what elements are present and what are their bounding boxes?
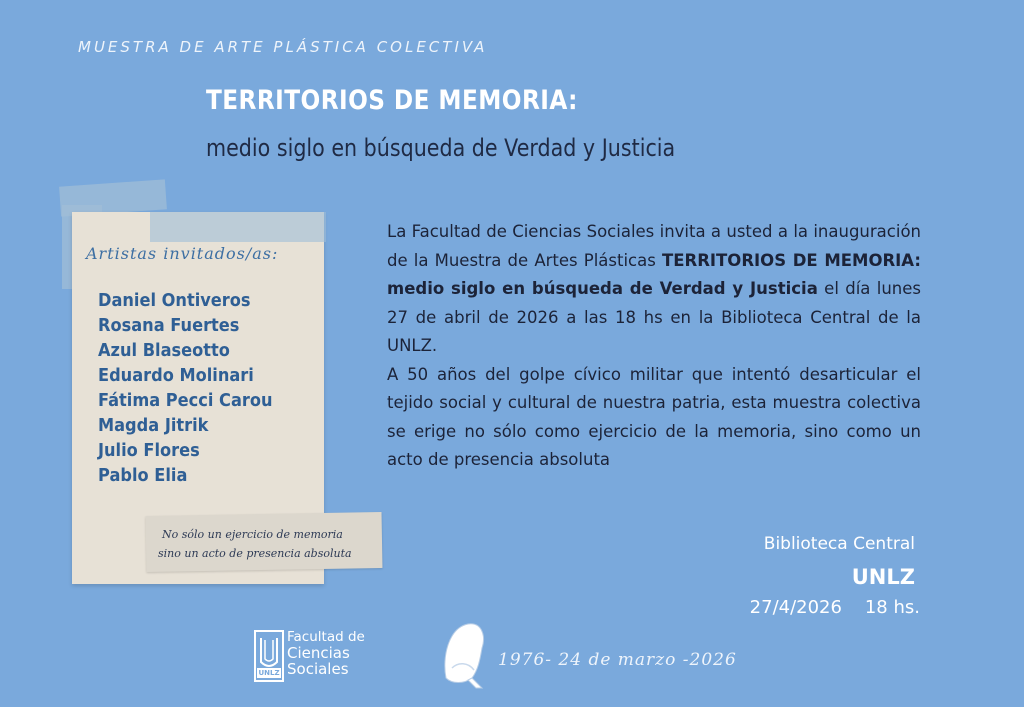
exhibition-kicker: MUESTRA DE ARTE PLÁSTICA COLECTIVA xyxy=(78,38,488,56)
list-item: Pablo Elia xyxy=(98,465,188,486)
list-item: Julio Flores xyxy=(98,440,200,461)
event-date: 27/4/2026 xyxy=(749,597,842,618)
torn-note-text xyxy=(158,525,352,563)
commemoration-years: 1976- 24 de marzo -2026 xyxy=(498,650,737,670)
logo-line: Sociales xyxy=(287,660,349,678)
logo-text xyxy=(287,629,365,677)
list-item: Rosana Fuertes xyxy=(98,315,240,336)
torn-note-line: sino un acto de presencia absoluta xyxy=(158,547,352,560)
artists-list xyxy=(98,288,292,488)
venue-institution: UNLZ xyxy=(851,565,915,589)
paragraph-text: el día lunes 27 de abril de 2026 a las 18 hs en la Biblioteca Central de la UNLZ. xyxy=(387,279,921,355)
artists-heading: Artistas invitados/as: xyxy=(86,244,279,263)
white-kerchief-icon xyxy=(438,618,494,694)
invitation-text xyxy=(387,218,921,475)
logo-line: Ciencias xyxy=(287,644,350,662)
list-item: Fátima Pecci Carou xyxy=(98,390,273,411)
logo-mark-text: UNLZ xyxy=(258,669,280,677)
venue-place: Biblioteca Central xyxy=(763,534,915,554)
torn-note-line: No sólo un ejercicio de memoria xyxy=(162,528,343,541)
event-date-time xyxy=(700,597,920,618)
paragraph-text: La Facultad de Ciencias Sociales invita a usted a la inauguración de la Muestra de Artes Plásticas xyxy=(387,222,921,270)
page-subtitle: medio siglo en búsqueda de Verdad y Justicia xyxy=(206,134,676,162)
page-title: TERRITORIOS DE MEMORIA: xyxy=(206,85,578,116)
list-item: Magda Jitrik xyxy=(98,415,209,436)
context-paragraph: A 50 años del golpe cívico militar que intentó desarticular el tejido social y cultural de nuestra patria, esta muestra colectiva se erige no sólo como ejercicio de la memoria, sino como un acto de presencia absoluta xyxy=(387,364,921,469)
exhibition-name-bold: TERRITORIOS DE MEMORIA: medio siglo en búsqueda de Verdad y Justicia xyxy=(387,250,921,298)
list-item: Daniel Ontiveros xyxy=(98,290,251,311)
list-item: Azul Blaseotto xyxy=(98,340,230,361)
event-time: 18 hs. xyxy=(864,597,920,618)
list-item: Eduardo Molinari xyxy=(98,365,254,386)
tape-strip xyxy=(150,212,326,242)
invitation-paragraph xyxy=(387,218,921,361)
logo-mark-icon xyxy=(254,630,284,682)
logo-line: Facultad de xyxy=(287,629,365,645)
